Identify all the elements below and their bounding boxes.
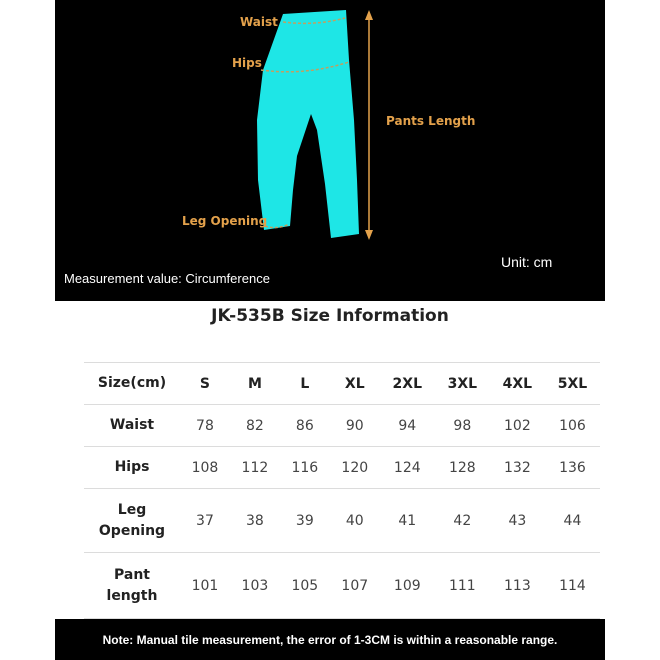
size-cell: [435, 363, 490, 405]
cell-value: 102: [504, 417, 531, 434]
cell-value: 40: [345, 512, 364, 529]
value-cell: [435, 405, 490, 447]
size-cell: [180, 363, 230, 405]
row-label-line: Opening: [98, 522, 166, 539]
value-cell: [435, 489, 490, 553]
size-label: L: [300, 375, 310, 392]
value-cell: [230, 405, 280, 447]
value-cell: [545, 405, 600, 447]
note-banner: [55, 619, 605, 660]
value-cell: [490, 405, 545, 447]
value-cell: [435, 447, 490, 489]
cell-value: 98: [453, 417, 472, 434]
header-label: Size(cm): [97, 375, 167, 391]
table-row-hips: [84, 447, 600, 489]
cell-value: 42: [453, 512, 472, 529]
value-cell: [490, 553, 545, 619]
size-table: [84, 362, 600, 619]
cell-value: 107: [341, 577, 369, 594]
value-cell: [230, 553, 280, 619]
value-cell: [330, 405, 380, 447]
value-cell: [545, 489, 600, 553]
cell-value: 94: [398, 417, 417, 434]
cell-value: 113: [504, 577, 531, 594]
cell-value: 114: [559, 577, 586, 594]
cell-value: 37: [196, 512, 214, 529]
hips-label: Hips: [232, 56, 262, 70]
value-cell: [380, 553, 435, 619]
value-cell: [380, 489, 435, 553]
row-label: Hips: [114, 459, 150, 475]
cell-value: 112: [241, 459, 269, 476]
cell-value: 136: [559, 459, 586, 476]
size-cell: [280, 363, 330, 405]
page-title: JK-535B Size Information: [211, 306, 449, 326]
arrow-head-top: [365, 10, 373, 20]
value-cell: [435, 553, 490, 619]
pants-shape: [257, 10, 359, 238]
value-cell: [180, 447, 230, 489]
value-cell: [380, 405, 435, 447]
measurement-diagram: [55, 0, 605, 301]
value-cell: [180, 405, 230, 447]
value-cell: [545, 553, 600, 619]
cell-value: 132: [504, 459, 531, 476]
size-cell: [545, 363, 600, 405]
cell-value: 105: [291, 577, 319, 594]
size-cell: [330, 363, 380, 405]
value-cell: [180, 489, 230, 553]
table-row-leg-opening: [84, 489, 600, 553]
cell-value: 124: [393, 459, 421, 476]
row-label: Waist: [109, 417, 155, 433]
value-cell: [280, 489, 330, 553]
cell-value: 38: [245, 512, 264, 529]
cell-value: 82: [245, 417, 264, 434]
cell-value: 78: [196, 417, 214, 434]
value-cell: [280, 405, 330, 447]
value-cell: [490, 447, 545, 489]
value-cell: [330, 489, 380, 553]
size-label: M: [247, 375, 262, 392]
value-cell: [230, 489, 280, 553]
unit-label: Unit: cm: [501, 254, 553, 270]
row-label-cell: [84, 553, 180, 619]
row-label-cell: [84, 405, 180, 447]
value-cell: [280, 553, 330, 619]
waist-label: Waist: [240, 15, 278, 29]
value-cell: [330, 447, 380, 489]
row-label-line: Leg: [117, 501, 147, 518]
table-row-waist: [84, 405, 600, 447]
size-label: 2XL: [392, 375, 422, 392]
table-header-row: [84, 363, 600, 405]
cell-value: 111: [448, 577, 476, 594]
size-cell: [490, 363, 545, 405]
cell-value: 43: [508, 512, 527, 529]
cell-value: 108: [191, 459, 219, 476]
cell-value: 103: [241, 577, 269, 594]
cell-value: 120: [341, 459, 369, 476]
value-cell: [380, 447, 435, 489]
size-cell: [230, 363, 280, 405]
cell-value: 86: [295, 417, 314, 434]
row-label-line: Pant: [114, 566, 150, 583]
value-cell: [230, 447, 280, 489]
leg-opening-label: Leg Opening: [182, 214, 268, 228]
cell-value: 116: [291, 459, 319, 476]
size-label: S: [199, 375, 211, 392]
cell-value: 128: [448, 459, 476, 476]
size-label: 4XL: [502, 375, 533, 392]
value-cell: [545, 447, 600, 489]
measurement-note: Measurement value: Circumference: [64, 271, 270, 286]
size-label: 3XL: [447, 375, 478, 392]
size-label: 5XL: [557, 375, 588, 392]
cell-value: 44: [563, 512, 582, 529]
value-cell: [180, 553, 230, 619]
cell-value: 39: [295, 512, 314, 529]
row-label-cell: [84, 489, 180, 553]
note-text: Note: Manual tile measurement, the error of 1-3CM is within a reasonable range.: [102, 632, 558, 647]
row-label-line: length: [106, 587, 158, 604]
cell-value: 109: [393, 577, 421, 594]
pants-length-label: Pants Length: [386, 114, 476, 128]
table-row-pant-length: [84, 553, 600, 619]
row-label-cell: [84, 447, 180, 489]
value-cell: [490, 489, 545, 553]
cell-value: 106: [559, 417, 586, 434]
value-cell: [280, 447, 330, 489]
arrow-head-bottom: [365, 230, 373, 240]
size-cell: [380, 363, 435, 405]
value-cell: [330, 553, 380, 619]
cell-value: 90: [345, 417, 364, 434]
size-label: XL: [344, 375, 365, 392]
cell-value: 101: [191, 577, 219, 594]
cell-value: 41: [398, 512, 417, 529]
header-label-cell: [84, 363, 180, 405]
